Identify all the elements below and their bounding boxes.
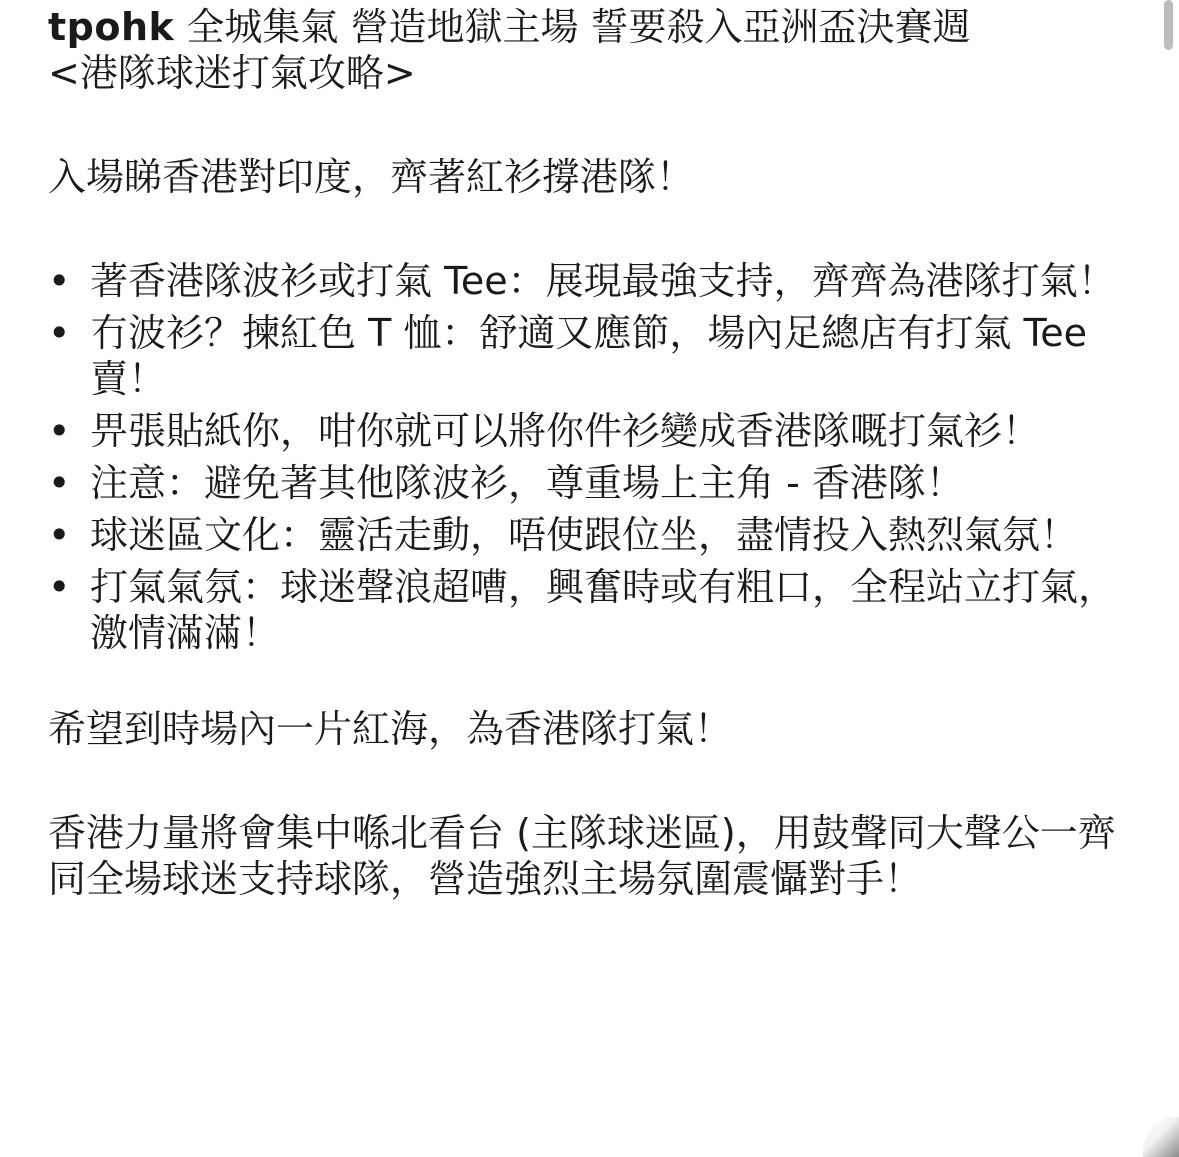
list-item-text: 冇波衫？揀紅色 T 恤：舒適又應節，場內足總店有打氣 Tee 賣！ [90,311,1087,401]
list-item [48,258,1133,304]
spacer [48,96,1133,154]
list-item-text: 球迷區文化：靈活走動，唔使跟位坐，盡情投入熱烈氣氛！ [90,513,1079,557]
list-item-text: 著香港隊波衫或打氣 Tee：展現最強支持，齊齊為港隊打氣！ [90,259,1116,303]
post-content [48,4,1133,902]
post-title-line [48,4,1133,50]
bullet-icon: • [48,513,71,557]
bullet-icon: • [48,565,71,609]
post-closing: 希望到時場內一片紅海，為香港隊打氣！ [48,707,733,751]
bullet-icon: • [48,311,71,355]
post-intro: 入場睇香港對印度，齊著紅衫撐港隊！ [48,155,695,199]
bullet-icon: • [48,461,71,505]
bullet-icon: • [48,409,71,453]
post-subtitle: <港隊球迷打氣攻略> [48,51,416,95]
spacer [48,752,1133,810]
bullet-icon: • [48,259,71,303]
list-item-text: 注意：避免著其他隊波衫，尊重場上主角 - 香港隊！ [90,461,964,505]
list-item [48,512,1133,558]
post-title: 全城集氣 營造地獄主場 誓要殺入亞洲盃決賽週 [186,5,971,49]
post-footer: 香港力量將會集中喺北看台 (主隊球迷區)，用鼓聲同大聲公一齊同全場球迷支持球隊，營造強烈主場氛圍震懾對手！ [48,811,1116,901]
scrollbar-thumb[interactable] [1164,0,1173,50]
list-item [48,460,1133,506]
list-item [48,310,1133,402]
tips-list [48,258,1133,656]
list-item-text: 畀張貼紙你，咁你就可以將你件衫變成香港隊嘅打氣衫！ [90,409,1041,453]
author-name[interactable]: tpohk [48,5,175,49]
spacer [48,200,1133,258]
page-corner [1143,1117,1179,1157]
list-item-text: 打氣氣氛：球迷聲浪超嘈，興奮時或有粗口，全程站立打氣，激情滿滿！ [90,565,1117,655]
list-item [48,408,1133,454]
list-item [48,564,1133,656]
spacer [48,662,1133,706]
